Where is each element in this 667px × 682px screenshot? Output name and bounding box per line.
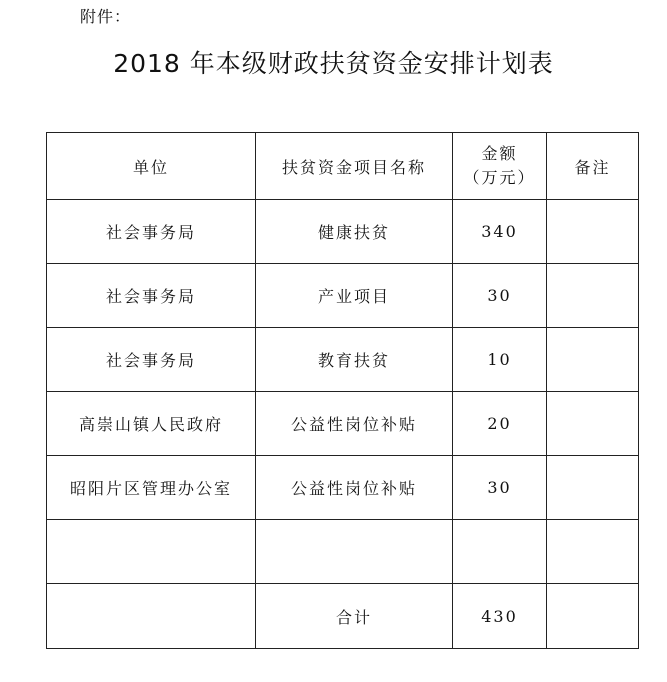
total-label: 合计 — [256, 584, 453, 649]
cell-unit: 高崇山镇人民政府 — [47, 392, 256, 456]
table-row — [47, 200, 639, 264]
cell-unit: 社会事务局 — [47, 328, 256, 392]
cell-project: 公益性岗位补贴 — [256, 456, 453, 520]
cell-project: 公益性岗位补贴 — [256, 392, 453, 456]
attachment-label: 附件： — [80, 7, 132, 26]
total-amount: 430 — [453, 584, 547, 649]
total-remark-cell — [547, 584, 639, 649]
header-amount-line1: 金额 — [481, 144, 518, 163]
cell-unit — [47, 520, 256, 584]
cell-project: 教育扶贫 — [256, 328, 453, 392]
cell-remark — [547, 520, 639, 584]
header-unit: 单位 — [47, 133, 256, 200]
header-remark: 备注 — [547, 133, 639, 200]
cell-amount: 30 — [453, 264, 547, 328]
cell-amount — [453, 520, 547, 584]
table-row-empty — [47, 520, 639, 584]
cell-remark — [547, 392, 639, 456]
cell-amount: 10 — [453, 328, 547, 392]
table-row — [47, 264, 639, 328]
cell-remark — [547, 456, 639, 520]
cell-remark — [547, 328, 639, 392]
allocation-table — [46, 132, 639, 649]
cell-remark — [547, 264, 639, 328]
header-project-name: 扶贫资金项目名称 — [256, 133, 453, 200]
cell-project — [256, 520, 453, 584]
table-row — [47, 392, 639, 456]
table-row — [47, 328, 639, 392]
cell-amount: 340 — [453, 200, 547, 264]
cell-unit: 社会事务局 — [47, 264, 256, 328]
cell-project: 健康扶贫 — [256, 200, 453, 264]
header-amount-line2: （万元） — [463, 168, 536, 187]
table-header-row — [47, 133, 639, 200]
total-row — [47, 584, 639, 649]
cell-unit: 社会事务局 — [47, 200, 256, 264]
total-unit-cell — [47, 584, 256, 649]
cell-project: 产业项目 — [256, 264, 453, 328]
cell-amount: 20 — [453, 392, 547, 456]
cell-remark — [547, 200, 639, 264]
page-title: 2018 年本级财政扶贫资金安排计划表 — [113, 49, 554, 78]
table-row — [47, 456, 639, 520]
cell-unit: 昭阳片区管理办公室 — [47, 456, 256, 520]
header-amount — [453, 133, 547, 200]
cell-amount: 30 — [453, 456, 547, 520]
